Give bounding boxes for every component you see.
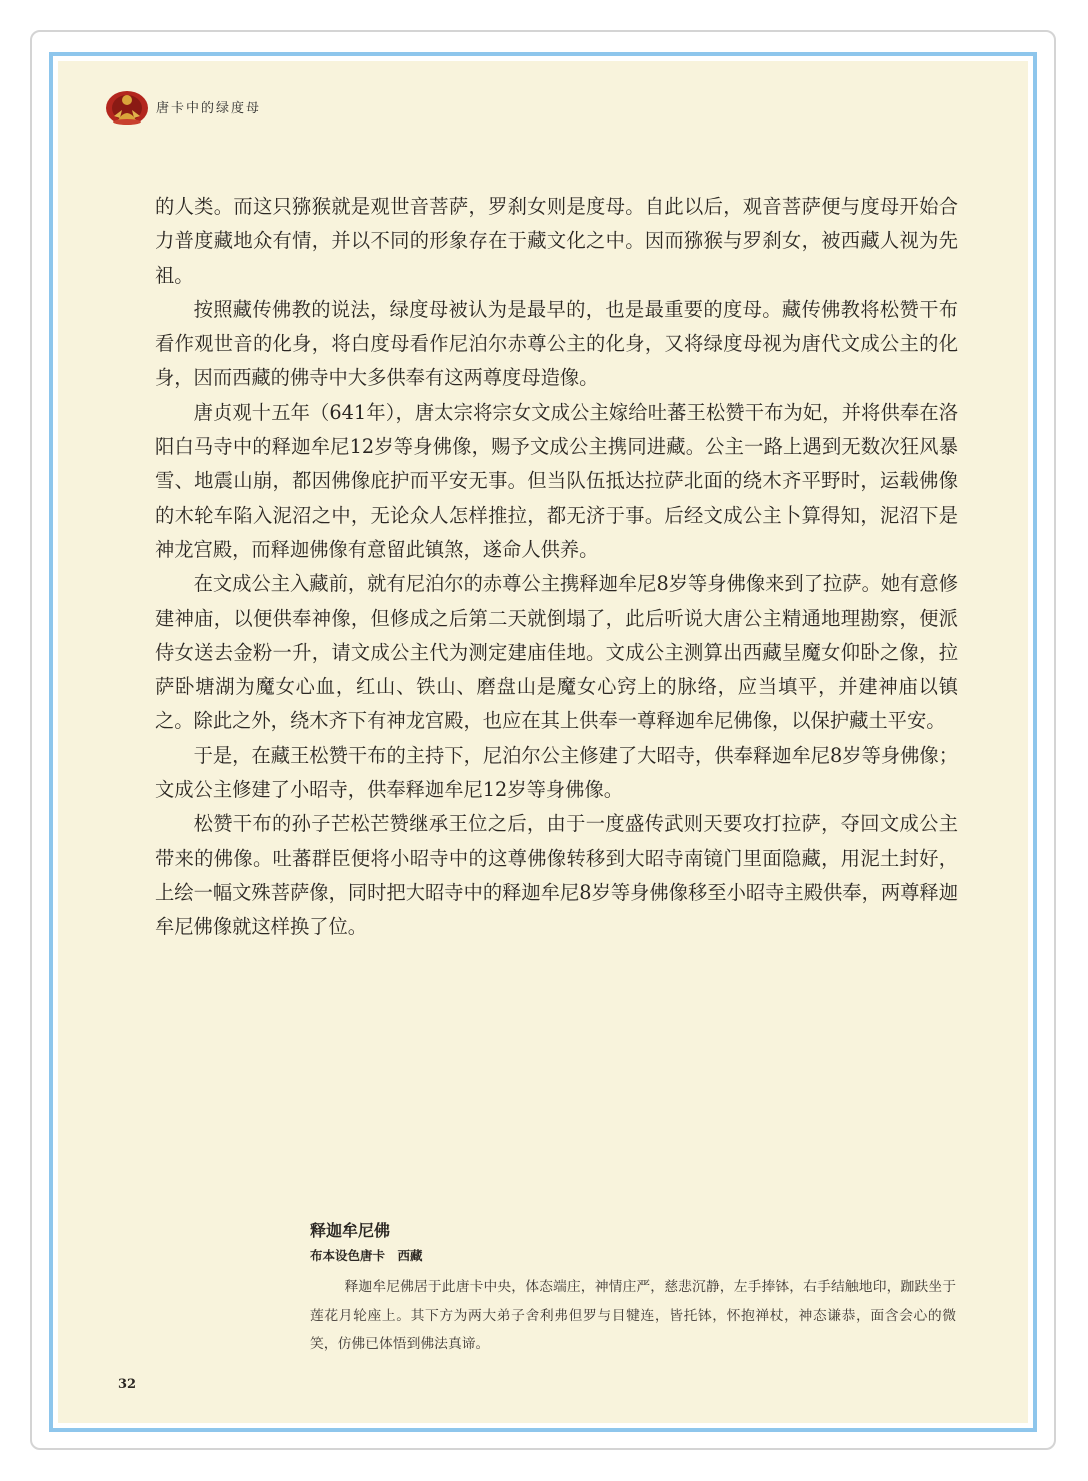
paragraph-4: 在文成公主入藏前，就有尼泊尔的赤尊公主携释迦牟尼8岁等身佛像来到了拉萨。她有意修建神庙，以便供奉神像，但修成之后第二天就倒塌了，此后听说大唐公主精通地理勘察，便派侍女送去金粉一升，请文成公主代为测定建庙佳地。文成公主测算出西藏呈魔女仰卧之像，拉萨卧塘湖为魔女心血，红山、铁山、磨盘山是魔女心窍上的脉络，应当填平，并建神庙以镇之。除此之外，绕木齐下有神龙宫殿，也应在其上供奉一尊释迦牟尼佛像，以保护藏土平安。 <box>155 572 958 733</box>
caption-title: 释迦牟尼佛 <box>310 1221 391 1240</box>
paragraph-1: 的人类。而这只猕猴就是观世音菩萨，罗刹女则是度母。自此以后，观音菩萨便与度母开始合力普度藏地众有情，并以不同的形象存在于藏文化之中。因而猕猴与罗刹女，被西藏人视为先祖。 <box>155 195 958 287</box>
paragraph-3: 唐贞观十五年（641年），唐太宗将宗女文成公主嫁给吐蕃王松赞干布为妃，并将供奉在洛阳白马寺中的释迦牟尼12岁等身佛像，赐予文成公主携同进藏。公主一路上遇到无数次狂风暴雪、地震山崩，都因佛像庇护而平安无事。但当队伍抵达拉萨北面的绕木齐平野时，运载佛像的木轮车陷入泥沼之中，无论众人怎样推拉，都无济于事。后经文成公主卜算得知，泥沼下是神龙宫殿，而释迦佛像有意留此镇煞，遂命人供养。 <box>155 400 958 561</box>
page-number: 32 <box>118 1377 137 1392</box>
caption-subtitle: 布本设色唐卡 西藏 <box>310 1248 423 1263</box>
body-text <box>155 190 958 945</box>
caption-text: 释迦牟尼佛居于此唐卡中央，体态端庄，神情庄严，慈悲沉静，左手捧钵，右手结触地印，跏趺坐于莲花月轮座上。其下方为两大弟子舍利弗但罗与目犍连，皆托钵，怀抱禅杖，神态谦恭，面含会心的微笑，仿佛已体悟到佛法真谛。 <box>310 1279 956 1352</box>
paragraph-5: 于是，在藏王松赞干布的主持下，尼泊尔公主修建了大昭寺，供奉释迦牟尼8岁等身佛像；文成公主修建了小昭寺，供奉释迦牟尼12岁等身佛像。 <box>155 743 958 802</box>
paragraph-2: 按照藏传佛教的说法，绿度母被认为是最早的，也是最重要的度母。藏传佛教将松赞干布看作观世音的化身，将白度母看作尼泊尔赤尊公主的化身，又将绿度母视为唐代文成公主的化身，因而西藏的佛寺中大多供奉有这两尊度母造像。 <box>155 297 958 390</box>
thangka-deity-logo-icon <box>104 86 150 126</box>
caption-body <box>310 1273 956 1359</box>
paragraph-6: 松赞干布的孙子芒松芒赞继承王位之后，由于一度盛传武则天要攻打拉萨，夺回文成公主带来的佛像。吐蕃群臣便将小昭寺中的这尊佛像转移到大昭寺南镜门里面隐藏，用泥土封好，上绘一幅文殊菩萨像，同时把大昭寺中的释迦牟尼8岁等身佛像移至小昭寺主殿供奉，两尊释迦牟尼佛像就这样换了位。 <box>155 812 958 939</box>
running-header-title: 唐卡中的绿度母 <box>156 101 262 116</box>
